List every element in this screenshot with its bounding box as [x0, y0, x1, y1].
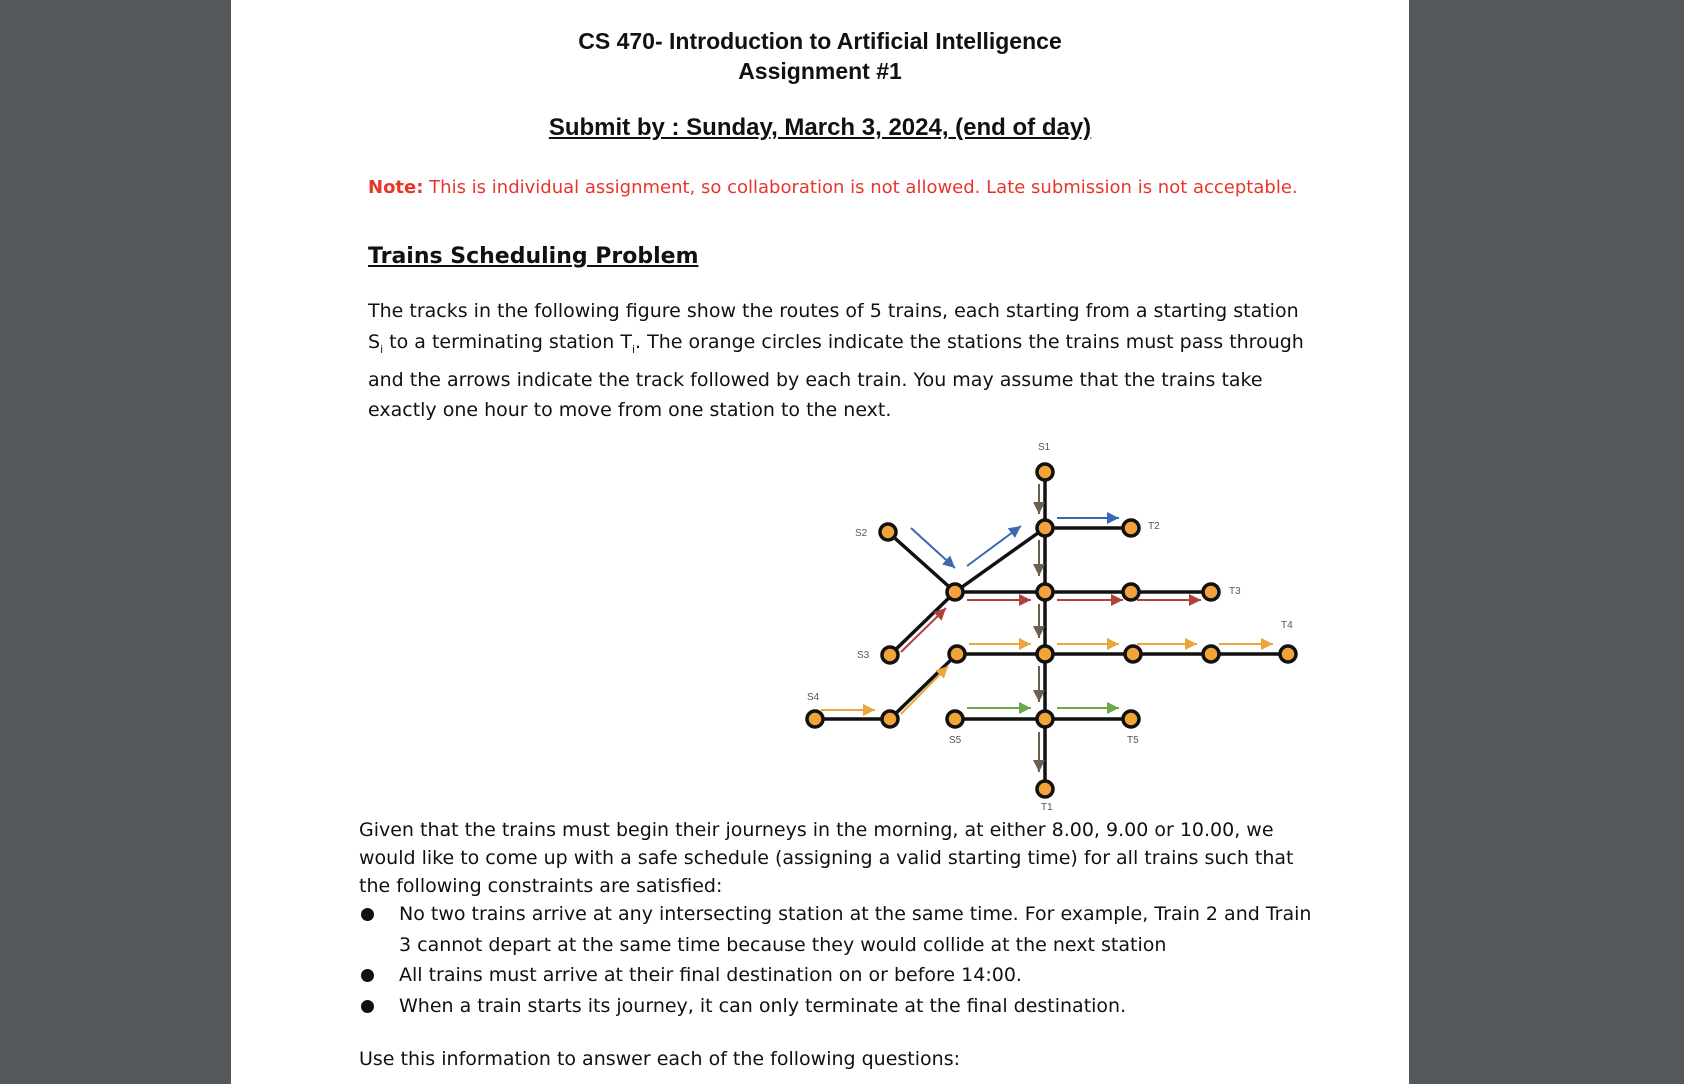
station-t4	[1280, 646, 1296, 662]
tracks	[815, 472, 1288, 789]
constraint-text: When a train starts its journey, it can only terminate at the final destination.	[399, 994, 1127, 1017]
bullet-icon	[361, 969, 374, 982]
station-junction	[1037, 584, 1053, 600]
section-heading: Trains Scheduling Problem	[368, 244, 699, 269]
station-junction	[949, 646, 965, 662]
station-junction	[1037, 711, 1053, 727]
station-t3	[1203, 584, 1219, 600]
note-text: This is individual assignment, so collaboration is not allowed. Late submission is not acceptable.	[423, 177, 1298, 198]
label-s3: S3	[857, 650, 870, 661]
label-s5: S5	[949, 735, 962, 746]
constraint-text: All trains must arrive at their final destination on or before 14:00.	[399, 964, 1022, 986]
intro-text-1: The tracks in the following figure show the routes of 5 trains, each starting from a starting station S	[368, 300, 1299, 353]
station-junction	[1037, 520, 1053, 536]
station-s3	[882, 647, 898, 663]
station-junction	[882, 711, 898, 727]
assignment-number: Assignment #1	[738, 58, 902, 84]
page-title: CS 470- Introduction to Artificial Intelligence	[578, 28, 1062, 54]
station-s5	[947, 711, 963, 727]
label-s4: S4	[807, 692, 820, 703]
station-s1	[1037, 464, 1053, 480]
constraint-text: No two trains arrive at any intersecting station at the same time. For example, Train 2 and Train 3 cannot depart at the same time because they would collide at the next station	[399, 903, 1312, 956]
train2-arrows	[911, 518, 1119, 568]
station-junction	[1125, 646, 1141, 662]
station-t2	[1123, 520, 1139, 536]
intro-subscript-2: i	[631, 342, 636, 356]
list-item	[359, 899, 1319, 960]
label-s1: S1	[1038, 442, 1051, 453]
label-s2: S2	[855, 528, 868, 539]
submission-deadline: Submit by : Sunday, March 3, 2024, (end of day)	[548, 114, 1092, 141]
note	[368, 177, 1298, 198]
station-s4	[807, 711, 823, 727]
label-t1: T1	[1041, 802, 1053, 813]
intro-subscript-1: i	[380, 342, 384, 356]
list-item	[359, 960, 1319, 991]
intro-text-2: to a terminating station T	[383, 330, 632, 353]
station-junction	[947, 584, 963, 600]
bullet-icon	[361, 1000, 374, 1013]
station-junction	[1123, 584, 1139, 600]
outro-paragraph: Use this information to answer each of the following questions:	[359, 1048, 960, 1070]
intro-paragraph	[368, 296, 1308, 426]
label-t5: T5	[1127, 735, 1139, 746]
note-label: Note:	[368, 177, 424, 198]
intro-text-3: . The orange circles indicate the stations the trains must pass through and the arrows indicate the track followed by each train. You may assume that the trains take exactly one hour to move from one station to the next.	[368, 330, 1304, 422]
station-t1	[1037, 781, 1053, 797]
label-t4: T4	[1281, 620, 1293, 631]
station-t5	[1123, 711, 1139, 727]
station-junction	[1037, 646, 1053, 662]
document-page	[231, 0, 1409, 1084]
label-t3: T3	[1229, 586, 1241, 597]
given-paragraph: Given that the trains must begin their journeys in the morning, at either 8.00, 9.00 or 10.00, we would like to come up with a safe schedule (assigning a valid starting time) for all trains such that the following constraints are satisfied:	[359, 819, 1294, 897]
train-network-diagram	[551, 436, 1293, 816]
station-junction	[1203, 646, 1219, 662]
stations	[807, 464, 1296, 797]
bullet-icon	[361, 908, 374, 921]
label-t2: T2	[1148, 521, 1160, 532]
station-s2	[880, 524, 896, 540]
list-item	[359, 991, 1319, 1022]
constraints-list	[359, 899, 1319, 1021]
